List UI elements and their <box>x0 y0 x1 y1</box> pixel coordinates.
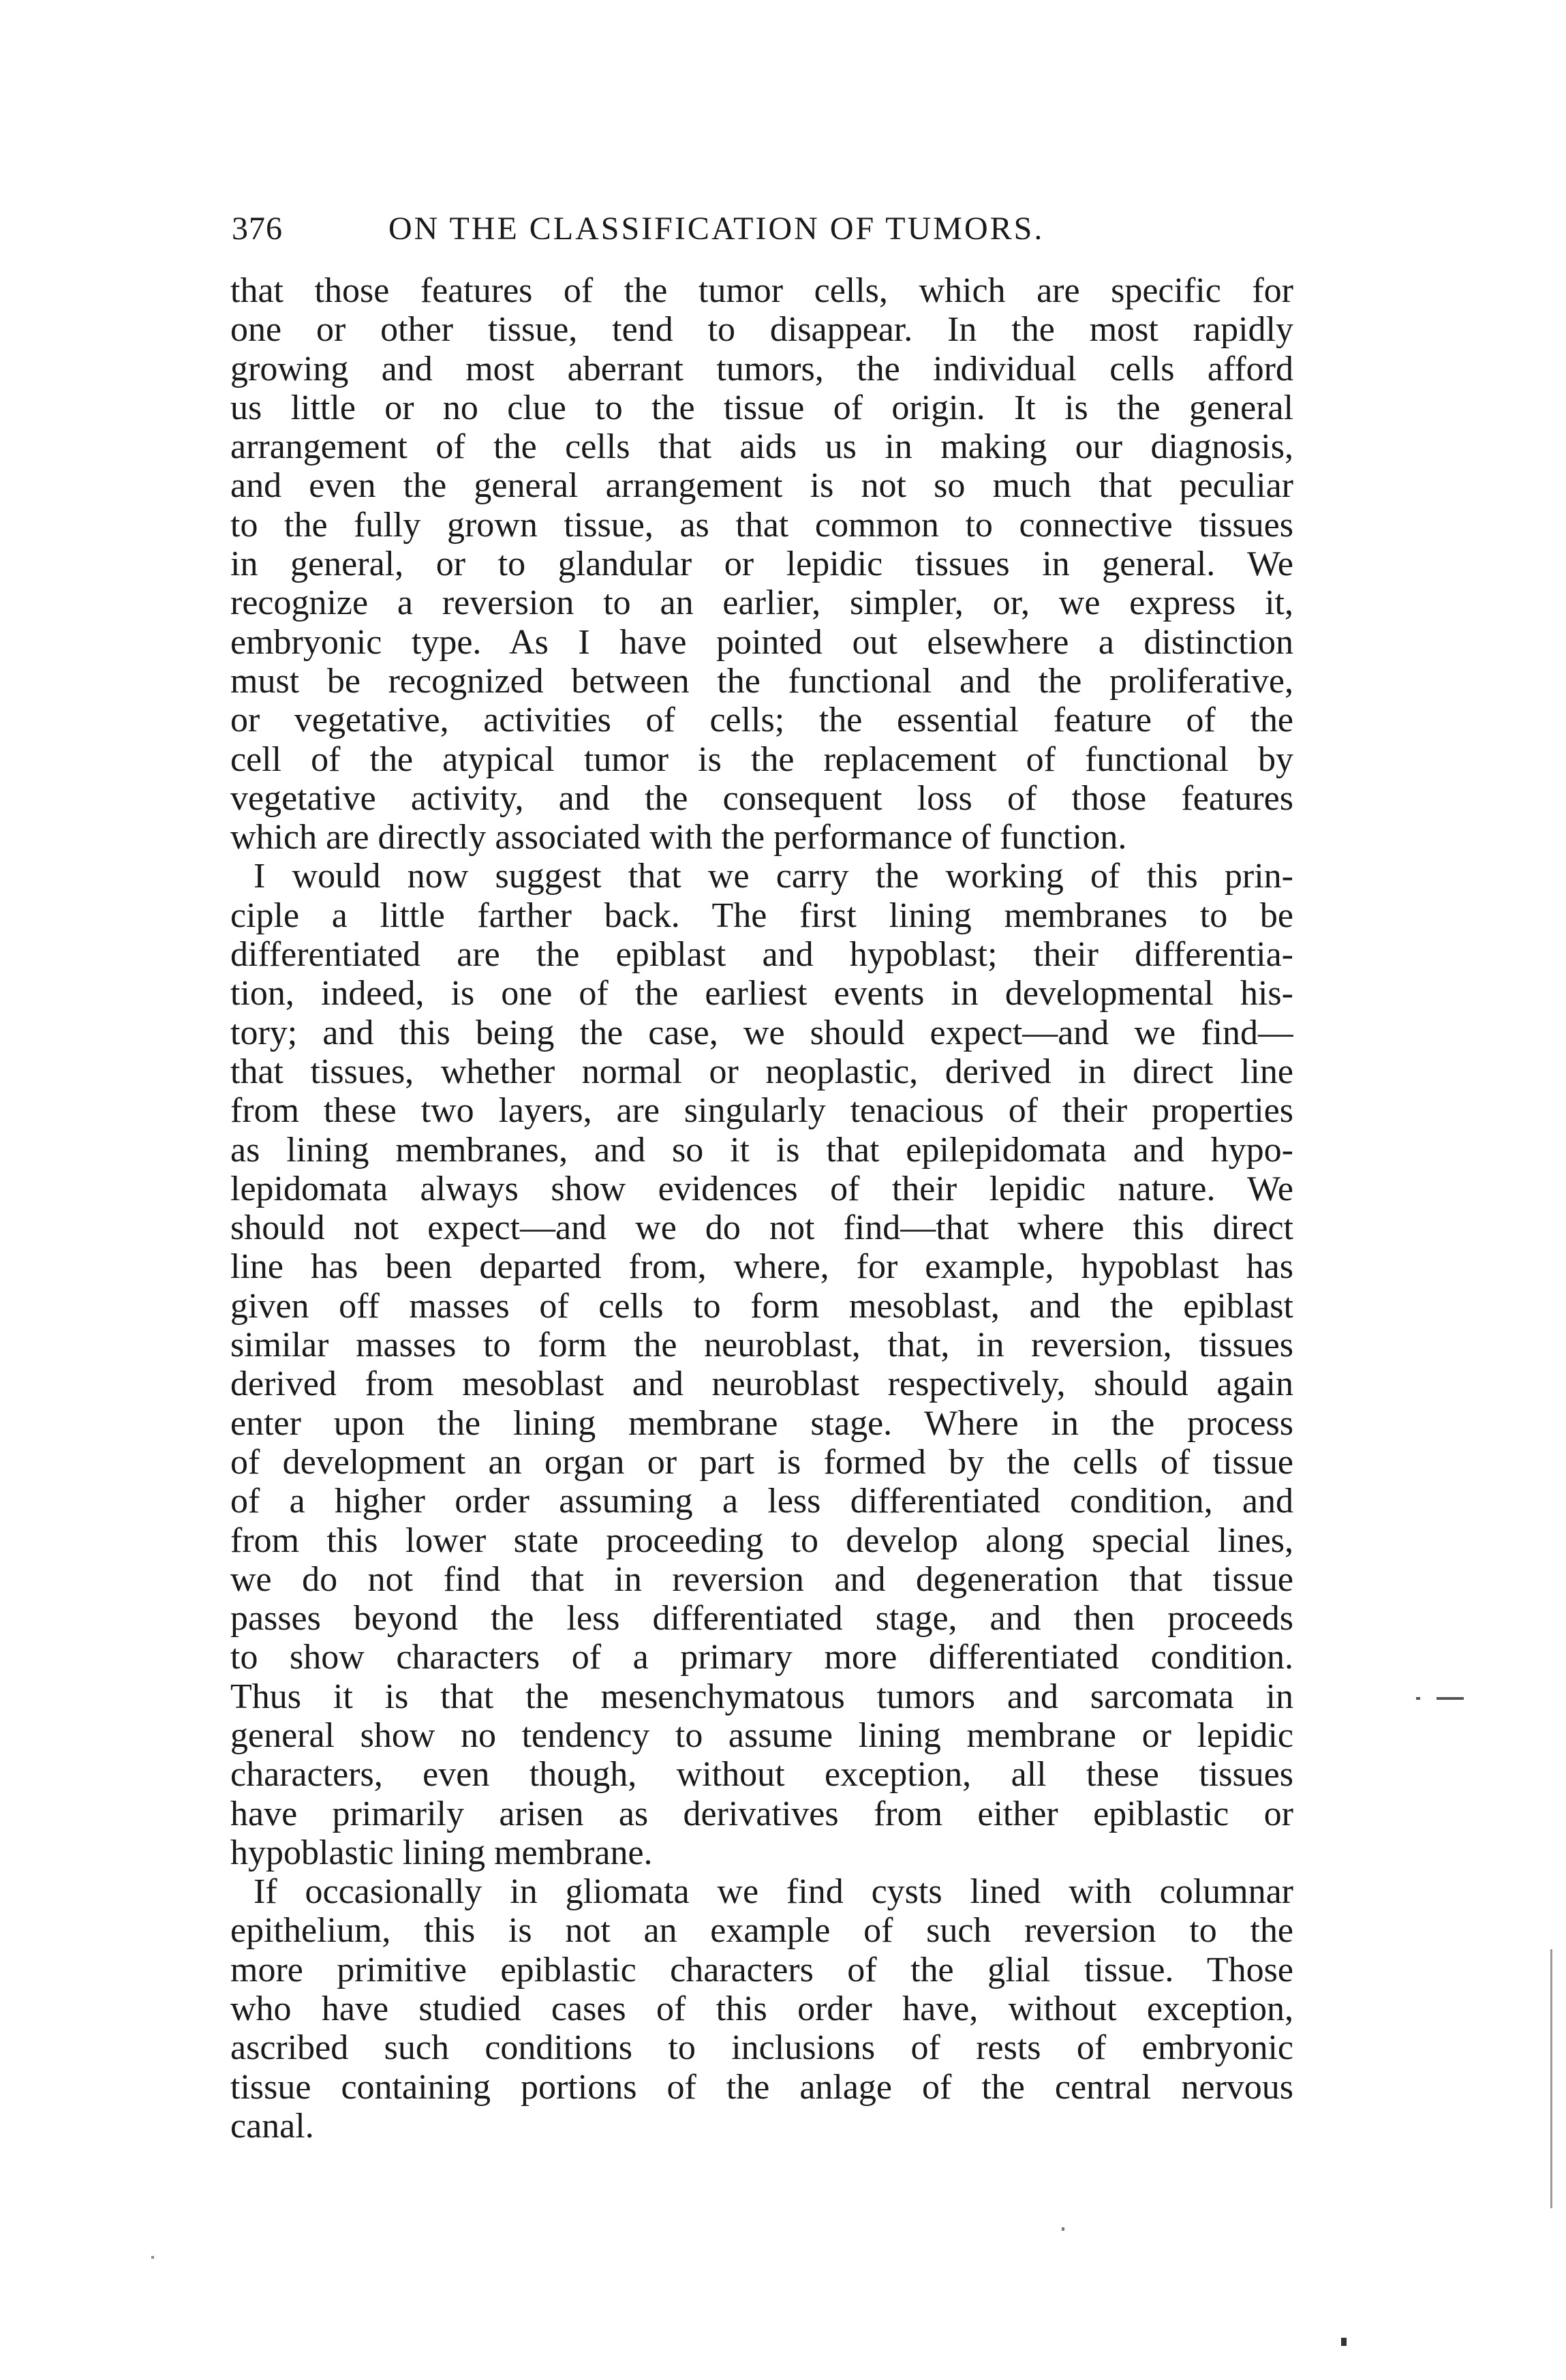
text-line: line has been departed from, where, for example, hypoblast has <box>230 1247 1293 1287</box>
text-line: enter upon the lining membrane stage. Where in the process <box>230 1403 1293 1443</box>
text-line: of a higher order assuming a less differentiated condition, and <box>230 1482 1293 1521</box>
text-line: one or other tissue, tend to disappear. In the most rapidly <box>230 310 1293 350</box>
page-number: 376 <box>232 211 283 247</box>
text-line: recognize a reversion to an earlier, simpler, or, we express it, <box>230 583 1293 623</box>
body-text <box>230 271 1293 2146</box>
scan-artifact-margin-line <box>1550 1949 1552 2208</box>
text-line: more primitive epiblastic characters of the glial tissue. Those <box>230 1950 1293 1989</box>
text-line: growing and most aberrant tumors, the individual cells afford <box>230 349 1293 388</box>
text-line: passes beyond the less differentiated stage, and then proceeds <box>230 1599 1293 1638</box>
text-line: given off masses of cells to form mesoblast, and the epiblast <box>230 1286 1293 1326</box>
text-line: cell of the atypical tumor is the replacement of functional by <box>230 739 1293 779</box>
text-line: to show characters of a primary more differentiated condition. <box>230 1638 1293 1677</box>
text-line: ascribed such conditions to inclusions of rests of embryonic <box>230 2028 1293 2068</box>
text-line: who have studied cases of this order have, without exception, <box>230 1989 1293 2029</box>
text-line: that those features of the tumor cells, which are specific for <box>230 271 1293 310</box>
text-line: epithelium, this is not an example of such reversion to the <box>230 1911 1293 1951</box>
text-line: tion, indeed, is one of the earliest events in developmental his- <box>230 974 1293 1013</box>
paragraph-1 <box>230 271 1293 857</box>
scan-artifact-dot <box>151 2256 154 2259</box>
text-line: and even the general arrangement is not so much that peculiar <box>230 466 1293 506</box>
text-line: have primarily arisen as derivatives from either epiblastic or <box>230 1794 1293 1833</box>
text-line: or vegetative, activities of cells; the essential feature of the <box>230 701 1293 740</box>
text-line: which are directly associated with the performance of function. <box>230 818 1127 857</box>
paragraph-3 <box>230 1872 1293 2146</box>
text-line: similar masses to form the neuroblast, that, in reversion, tissues <box>230 1326 1293 1365</box>
text-line: from this lower state proceeding to develop along special lines, <box>230 1521 1293 1560</box>
text-line: Thus it is that the mesenchymatous tumors and sarcomata in <box>230 1677 1293 1716</box>
scan-artifact-dot <box>1341 2338 1347 2346</box>
text-line: from these two layers, are singularly tenacious of their properties <box>230 1091 1293 1131</box>
text-line: to the fully grown tissue, as that common to connective tissues <box>230 505 1293 545</box>
scan-artifact-dot <box>1416 1697 1420 1700</box>
text-line: lepidomata always show evidences of their lepidic nature. We <box>230 1169 1293 1208</box>
paragraph-2 <box>230 857 1293 1872</box>
text-line: in general, or to glandular or lepidic tissues in general. We <box>230 545 1293 584</box>
text-line: we do not find that in reversion and degeneration that tissue <box>230 1559 1293 1599</box>
text-line: derived from mesoblast and neuroblast respectively, should again <box>230 1364 1293 1404</box>
text-line: that tissues, whether normal or neoplastic, derived in direct line <box>230 1052 1293 1091</box>
text-line: differentiated are the epiblast and hypoblast; their differentia- <box>230 935 1293 975</box>
text-line: must be recognized between the functional and the proliferative, <box>230 661 1293 701</box>
text-line: vegetative activity, and the consequent loss of those features <box>230 778 1293 818</box>
running-title: ON THE CLASSIFICATION OF TUMORS. <box>388 211 1045 247</box>
text-line: embryonic type. As I have pointed out elsewhere a distinction <box>230 622 1293 662</box>
text-line: ciple a little farther back. The first lining membranes to be <box>230 896 1293 935</box>
text-line: I would now suggest that we carry the working of this prin- <box>254 857 1293 896</box>
text-line: arrangement of the cells that aids us in making our diagnosis, <box>230 427 1293 467</box>
text-line: characters, even though, without exception, all these tissues <box>230 1755 1293 1795</box>
text-line: tissue containing portions of the anlage of the central nervous <box>230 2067 1293 2107</box>
text-line: If occasionally in gliomata we find cysts lined with columnar <box>254 1872 1293 1912</box>
text-line: canal. <box>230 2106 314 2146</box>
scan-artifact-dot <box>1062 2227 1064 2231</box>
scan-artifact-dash <box>1437 1697 1464 1700</box>
text-line: should not expect—and we do not find—that where this direct <box>230 1208 1293 1248</box>
text-line: hypoblastic lining membrane. <box>230 1833 653 1872</box>
text-line: us little or no clue to the tissue of origin. It is the general <box>230 388 1293 427</box>
text-line: of development an organ or part is formed by the cells of tissue <box>230 1442 1293 1482</box>
text-line: general show no tendency to assume lining membrane or lepidic <box>230 1715 1293 1755</box>
text-line: tory; and this being the case, we should expect—and we find— <box>230 1013 1293 1052</box>
text-line: as lining membranes, and so it is that epilepidomata and hypo- <box>230 1130 1293 1170</box>
page-header <box>232 202 1295 256</box>
